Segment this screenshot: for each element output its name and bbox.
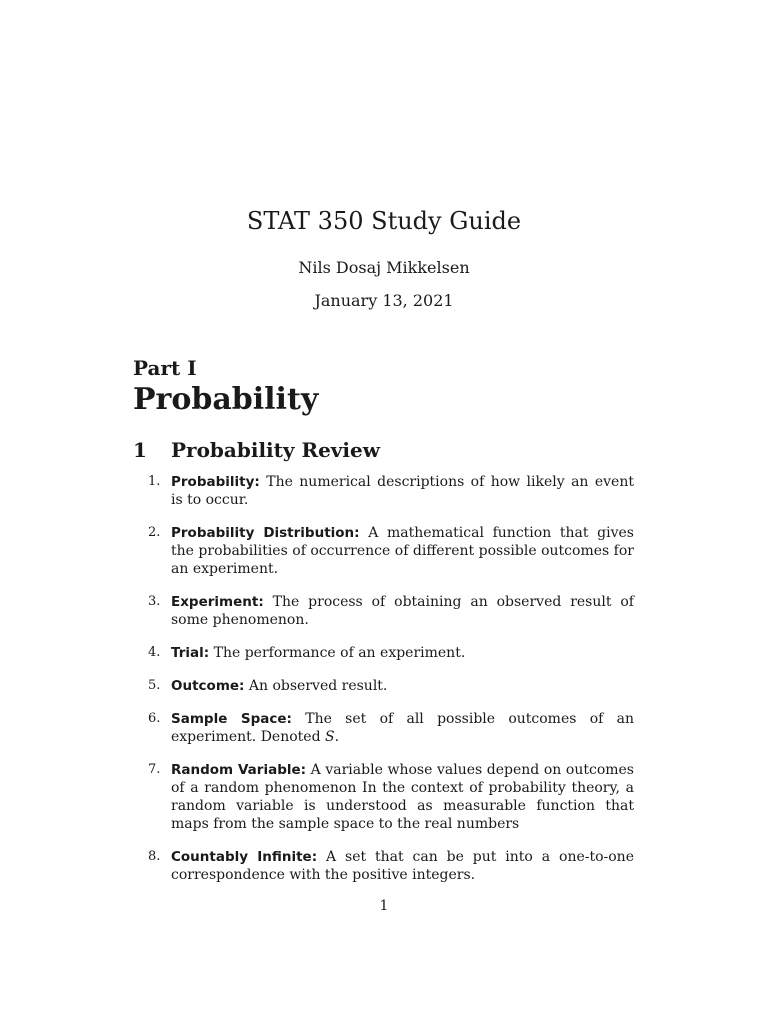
item-text: The performance of an experiment. [209, 645, 466, 661]
item-text: The numerical descriptions of how likely an event is to occur. [171, 474, 634, 508]
item-text: The process of obtaining an observed result of some phenomenon. [171, 594, 634, 628]
list-item [148, 848, 634, 884]
part-label: Part I [133, 356, 197, 380]
item-term: Random Variable: [171, 762, 307, 778]
item-term: Trial: [171, 645, 210, 661]
item-number: 5. [148, 678, 161, 693]
item-number: 3. [148, 594, 161, 609]
item-text: An observed result. [244, 678, 388, 694]
list-item [148, 593, 634, 629]
item-term: Experiment: [171, 594, 264, 610]
list-item [148, 473, 634, 509]
item-number: 4. [148, 645, 161, 660]
list-item [148, 710, 634, 746]
item-number: 8. [148, 849, 161, 864]
item-text: The set of all possible outcomes of an experiment. Denoted [171, 711, 634, 745]
document-title: STAT 350 Study Guide [246, 207, 522, 235]
item-term: Outcome: [171, 678, 245, 694]
list-item [148, 761, 634, 833]
item-number: 6. [148, 711, 161, 726]
definition-list [148, 473, 634, 899]
item-number: 7. [148, 762, 161, 777]
list-item [148, 524, 634, 578]
document-author: Nils Dosaj Mikkelsen [298, 258, 470, 277]
section-heading [133, 436, 380, 464]
page-number: 1 [379, 898, 389, 914]
item-number: 2. [148, 525, 161, 540]
document-date: January 13, 2021 [314, 291, 454, 310]
item-text: A variable whose values depend on outcomes of a random phenomenon In the context of probability theory, a random variable is understood as measurable function that maps from the sample space to the real numbers [171, 762, 634, 832]
item-text: A mathematical function that gives the probabilities of occurrence of different possible outcomes for an experiment. [171, 525, 634, 577]
item-term: Probability: [171, 474, 260, 490]
list-item [148, 677, 634, 695]
item-term: Probability Distribution: [171, 525, 360, 541]
item-term: Sample Space: [171, 711, 292, 727]
section-number: 1 [133, 438, 147, 462]
section-title: Probability Review [171, 438, 380, 462]
item-tail: . [334, 729, 340, 745]
list-item [148, 644, 634, 662]
item-text: A set that can be put into a one-to-one correspondence with the positive integers. [171, 849, 634, 883]
item-number: 1. [148, 474, 161, 489]
item-symbol: S [324, 729, 335, 745]
item-term: Countably Infinite: [171, 849, 318, 865]
part-title: Probability [133, 382, 319, 417]
